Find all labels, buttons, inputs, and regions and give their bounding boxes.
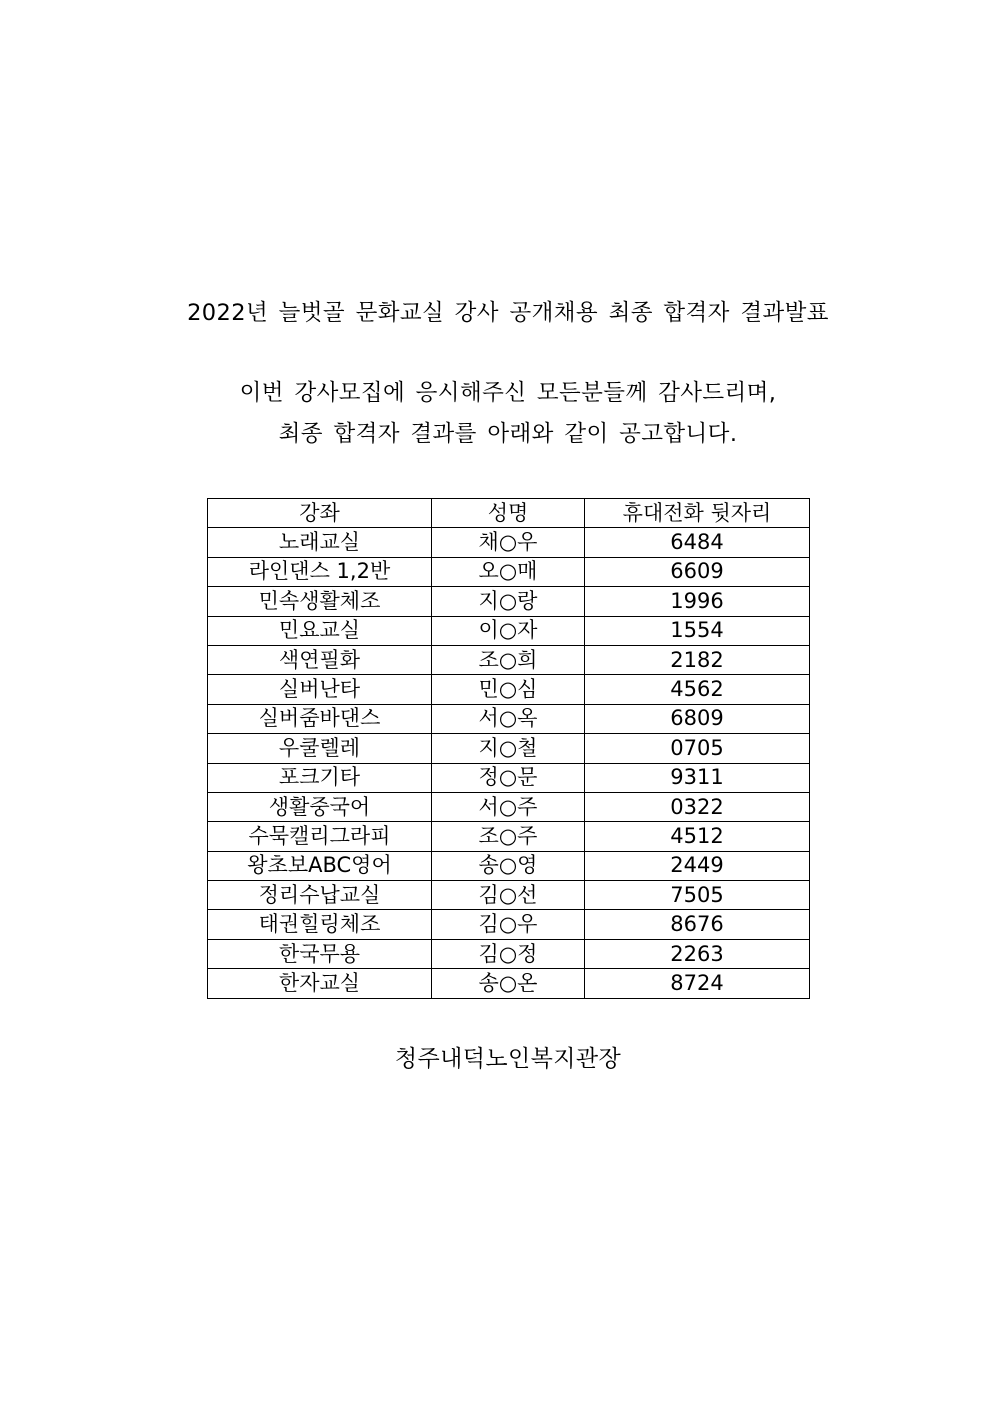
- name-cell: 송○온: [432, 969, 585, 998]
- name-cell: 정○문: [432, 763, 585, 792]
- table-row: [208, 881, 810, 910]
- table-row: [208, 557, 810, 586]
- course-cell: 한국무용: [208, 939, 432, 968]
- name-cell: 오○매: [432, 557, 585, 586]
- table-row: [208, 939, 810, 968]
- table-row: [208, 704, 810, 733]
- header-course: 강좌: [208, 499, 432, 528]
- course-cell: 민요교실: [208, 616, 432, 645]
- name-cell: 송○영: [432, 851, 585, 880]
- course-cell: 태권힐링체조: [208, 910, 432, 939]
- page-title: 2022년 늘벗골 문화교실 강사 공개채용 최종 합격자 결과발표: [187, 300, 829, 326]
- table-row: [208, 969, 810, 998]
- results-table: [207, 498, 810, 999]
- intro-line-2: 최종 합격자 결과를 아래와 같이 공고합니다.: [278, 421, 738, 447]
- name-cell: 서○옥: [432, 704, 585, 733]
- table-row: [208, 734, 810, 763]
- name-cell: 서○주: [432, 792, 585, 821]
- name-cell: 이○자: [432, 616, 585, 645]
- table-row: [208, 822, 810, 851]
- table-row: [208, 910, 810, 939]
- name-cell: 김○선: [432, 881, 585, 910]
- table-row: [208, 528, 810, 557]
- course-cell: 색연필화: [208, 645, 432, 674]
- name-cell: 조○주: [432, 822, 585, 851]
- table-header-row: [208, 499, 810, 528]
- phone-cell: 4512: [585, 822, 810, 851]
- course-cell: 왕초보ABC영어: [208, 851, 432, 880]
- course-cell: 수묵캘리그라피: [208, 822, 432, 851]
- course-cell: 실버난타: [208, 675, 432, 704]
- name-cell: 김○정: [432, 939, 585, 968]
- phone-cell: 4562: [585, 675, 810, 704]
- signatory: 청주내덕노인복지관장: [394, 1046, 622, 1072]
- phone-cell: 8724: [585, 969, 810, 998]
- header-name: 성명: [432, 499, 585, 528]
- course-cell: 정리수납교실: [208, 881, 432, 910]
- name-cell: 채○우: [432, 528, 585, 557]
- table-row: [208, 851, 810, 880]
- name-cell: 민○심: [432, 675, 585, 704]
- intro-line-1: 이번 강사모집에 응시해주신 모든분들께 감사드리며,: [239, 380, 777, 406]
- table-row: [208, 616, 810, 645]
- table-row: [208, 675, 810, 704]
- phone-cell: 7505: [585, 881, 810, 910]
- phone-cell: 0705: [585, 734, 810, 763]
- course-cell: 우쿨렐레: [208, 734, 432, 763]
- name-cell: 지○랑: [432, 587, 585, 616]
- name-cell: 김○우: [432, 910, 585, 939]
- phone-cell: 1554: [585, 616, 810, 645]
- phone-cell: 6809: [585, 704, 810, 733]
- table-row: [208, 587, 810, 616]
- phone-cell: 6484: [585, 528, 810, 557]
- phone-cell: 8676: [585, 910, 810, 939]
- phone-cell: 2263: [585, 939, 810, 968]
- course-cell: 생활중국어: [208, 792, 432, 821]
- phone-cell: 1996: [585, 587, 810, 616]
- phone-cell: 6609: [585, 557, 810, 586]
- name-cell: 조○희: [432, 645, 585, 674]
- course-cell: 민속생활체조: [208, 587, 432, 616]
- phone-cell: 2182: [585, 645, 810, 674]
- header-phone: 휴대전화 뒷자리: [585, 499, 810, 528]
- name-cell: 지○철: [432, 734, 585, 763]
- course-cell: 포크기타: [208, 763, 432, 792]
- table-row: [208, 645, 810, 674]
- phone-cell: 9311: [585, 763, 810, 792]
- phone-cell: 2449: [585, 851, 810, 880]
- course-cell: 라인댄스 1,2반: [208, 557, 432, 586]
- course-cell: 노래교실: [208, 528, 432, 557]
- table-row: [208, 763, 810, 792]
- table-row: [208, 792, 810, 821]
- course-cell: 한자교실: [208, 969, 432, 998]
- phone-cell: 0322: [585, 792, 810, 821]
- intro-text: [0, 373, 992, 455]
- course-cell: 실버줌바댄스: [208, 704, 432, 733]
